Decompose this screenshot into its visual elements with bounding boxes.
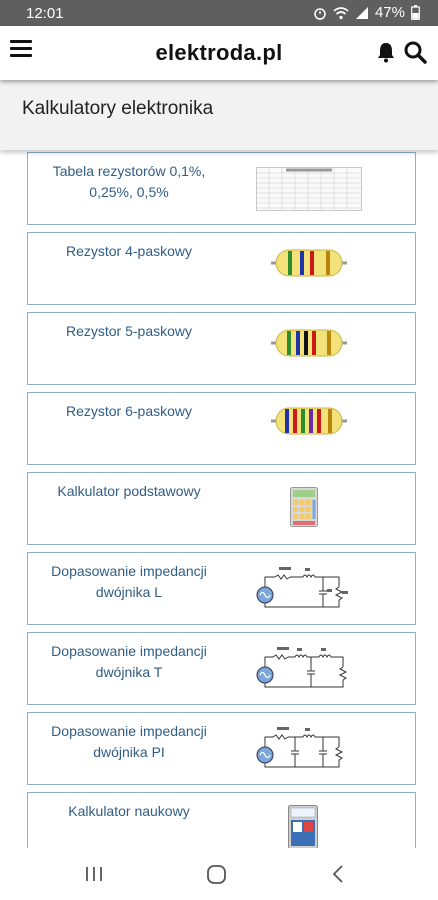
scientific-calculator-icon bbox=[288, 805, 318, 848]
search-icon[interactable] bbox=[403, 40, 427, 64]
card-label: Kalkulator podstawowy bbox=[57, 483, 201, 499]
signal-icon bbox=[355, 6, 369, 20]
battery-percent: 47% bbox=[374, 4, 405, 21]
status-time: 12:01 bbox=[26, 5, 64, 22]
t-network-circuit-diagram bbox=[253, 643, 351, 693]
l-network-circuit-diagram bbox=[253, 563, 349, 613]
page-header bbox=[0, 80, 438, 150]
basic-calculator-icon bbox=[290, 487, 318, 527]
card-resistor-5-band[interactable] bbox=[27, 312, 416, 385]
bell-icon[interactable] bbox=[376, 41, 396, 63]
card-label: Tabela rezystorów 0,1%, 0,25%, 0,5% bbox=[52, 163, 206, 200]
back-icon[interactable] bbox=[330, 864, 348, 884]
card-label: Dopasowanie impedancji dwójnika T bbox=[51, 643, 207, 680]
card-label: Rezystor 5-paskowy bbox=[65, 323, 193, 339]
card-label: Rezystor 6-paskowy bbox=[65, 403, 193, 419]
card-label: Kalkulator naukowy bbox=[68, 803, 190, 819]
wifi-icon bbox=[333, 6, 349, 20]
resistor-table-thumbnail bbox=[256, 167, 362, 211]
card-basic-calculator[interactable] bbox=[27, 472, 416, 545]
pi-network-circuit-diagram bbox=[253, 723, 349, 773]
card-resistor-4-band[interactable] bbox=[27, 232, 416, 305]
card-scientific-calculator[interactable] bbox=[27, 792, 416, 848]
card-resistor-table[interactable] bbox=[27, 152, 416, 225]
resistor-5-band-image bbox=[271, 327, 347, 359]
card-label: Dopasowanie impedancji dwójnika PI bbox=[51, 723, 207, 760]
card-label: Rezystor 4-paskowy bbox=[65, 243, 193, 259]
card-resistor-6-band[interactable] bbox=[27, 392, 416, 465]
resistor-6-band-image bbox=[271, 405, 347, 437]
page-title: Kalkulatory elektronika bbox=[22, 98, 214, 119]
card-t-network[interactable] bbox=[27, 632, 416, 705]
status-bar bbox=[0, 0, 438, 26]
battery-icon bbox=[411, 5, 420, 20]
home-icon[interactable] bbox=[206, 864, 228, 886]
app-bar bbox=[0, 26, 438, 80]
card-l-network[interactable] bbox=[27, 552, 416, 625]
status-icons bbox=[313, 4, 420, 21]
card-label: Dopasowanie impedancji dwójnika L bbox=[51, 563, 207, 600]
app-title[interactable]: elektroda.pl bbox=[155, 40, 283, 65]
navigation-bar bbox=[0, 848, 438, 900]
card-pi-network[interactable] bbox=[27, 712, 416, 785]
resistor-4-band-image bbox=[271, 247, 347, 279]
calculator-list[interactable] bbox=[0, 150, 438, 848]
recent-apps-icon[interactable] bbox=[84, 864, 104, 884]
alarm-icon bbox=[313, 6, 327, 20]
